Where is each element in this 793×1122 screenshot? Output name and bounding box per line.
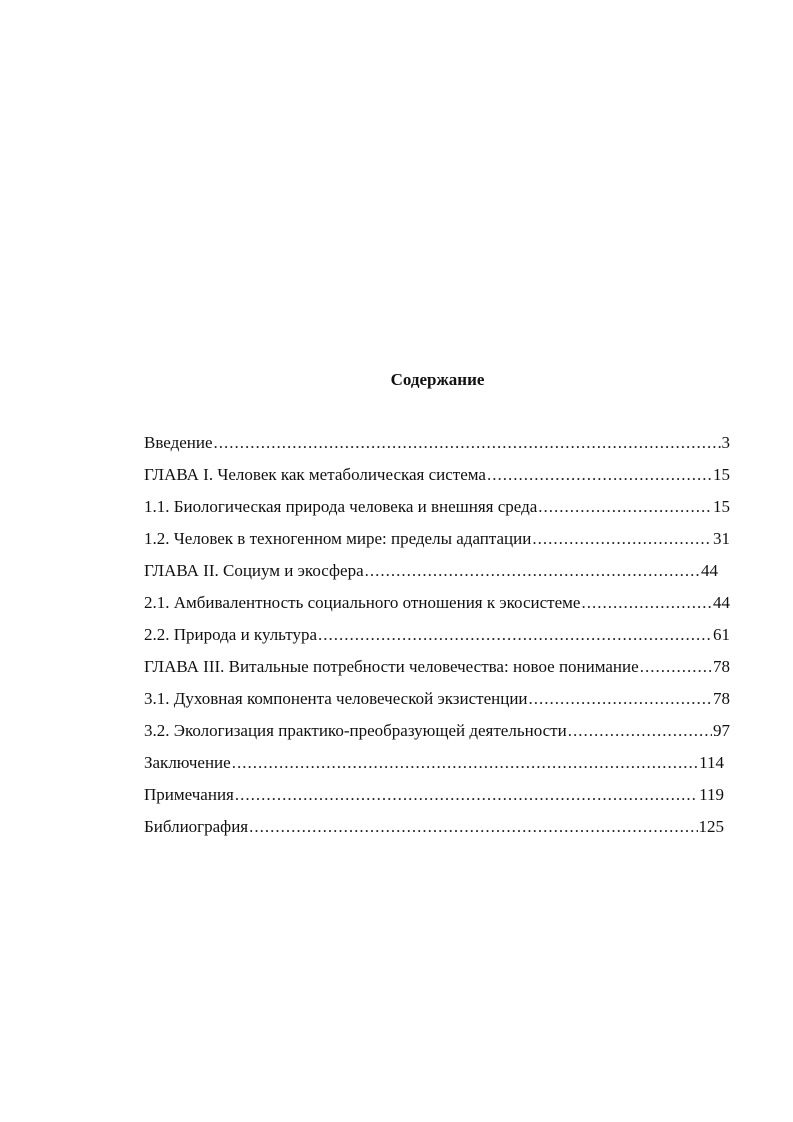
toc-entry-page-number: 78 bbox=[713, 657, 730, 676]
toc-entry-label: 2.1. Амбивалентность социального отношения к экосистеме bbox=[144, 593, 581, 612]
toc-entry-page-number: 119 bbox=[699, 785, 724, 804]
toc-entry-label: Заключение bbox=[144, 753, 231, 772]
toc-entry-page-number: 15 bbox=[713, 465, 730, 484]
toc-dot-leader bbox=[487, 464, 712, 486]
toc-entry-label: Примечания bbox=[144, 785, 234, 804]
toc-dot-leader bbox=[581, 592, 712, 614]
toc-entry bbox=[144, 784, 744, 816]
toc-entry-page-number: 31 bbox=[713, 529, 730, 548]
toc-entry bbox=[144, 624, 744, 656]
toc-entry-page-number: 61 bbox=[713, 625, 730, 644]
toc-dot-leader bbox=[235, 784, 698, 806]
toc-dot-leader bbox=[365, 560, 700, 582]
toc-entry bbox=[144, 432, 744, 464]
toc-entry-label: 1.2. Человек в техногенном мире: пределы адаптации bbox=[144, 529, 532, 548]
toc-entry-label: ГЛАВА II. Социум и экосфера bbox=[144, 561, 364, 580]
toc-entry bbox=[144, 496, 744, 528]
toc-entry bbox=[144, 752, 744, 784]
toc-dot-leader bbox=[640, 656, 712, 678]
toc-entry-label: 3.1. Духовная компонента человеческой экзистенции bbox=[144, 689, 528, 708]
toc-entry bbox=[144, 688, 744, 720]
table-of-contents bbox=[144, 432, 744, 848]
page-title: Содержание bbox=[390, 370, 485, 389]
toc-entry bbox=[144, 528, 744, 560]
toc-entry-label: 1.1. Биологическая природа человека и внешняя среда bbox=[144, 497, 538, 516]
toc-dot-leader bbox=[568, 720, 712, 742]
toc-entry-page-number: 44 bbox=[713, 593, 730, 612]
toc-dot-leader bbox=[532, 528, 712, 550]
toc-dot-leader bbox=[318, 624, 712, 646]
toc-entry-label: ГЛАВА III. Витальные потребности человечества: новое понимание bbox=[144, 657, 639, 676]
toc-entry-page-number: 97 bbox=[713, 721, 730, 740]
toc-entry-page-number: 78 bbox=[713, 689, 730, 708]
toc-dot-leader bbox=[214, 432, 721, 454]
toc-entry bbox=[144, 816, 744, 848]
toc-entry-page-number: 3 bbox=[721, 433, 730, 452]
toc-entry bbox=[144, 464, 744, 496]
toc-dot-leader bbox=[232, 752, 698, 774]
toc-entry bbox=[144, 720, 744, 752]
toc-entry-label: Библиография bbox=[144, 817, 249, 836]
toc-entry-label: 3.2. Экологизация практико-преобразующей деятельности bbox=[144, 721, 567, 740]
toc-entry-page-number: 15 bbox=[713, 497, 730, 516]
toc-entry bbox=[144, 592, 744, 624]
toc-entry-page-number: 114 bbox=[699, 753, 724, 772]
toc-dot-leader bbox=[529, 688, 712, 710]
toc-entry-label: ГЛАВА I. Человек как метаболическая система bbox=[144, 465, 486, 484]
toc-entry-page-number: 125 bbox=[698, 817, 724, 836]
toc-entry-label: Введение bbox=[144, 433, 213, 452]
toc-entry bbox=[144, 560, 744, 592]
toc-entry-page-number: 44 bbox=[701, 561, 718, 580]
toc-dot-leader bbox=[538, 496, 712, 518]
toc-dot-leader bbox=[249, 816, 697, 838]
toc-entry bbox=[144, 656, 744, 688]
toc-entry-label: 2.2. Природа и культура bbox=[144, 625, 318, 644]
